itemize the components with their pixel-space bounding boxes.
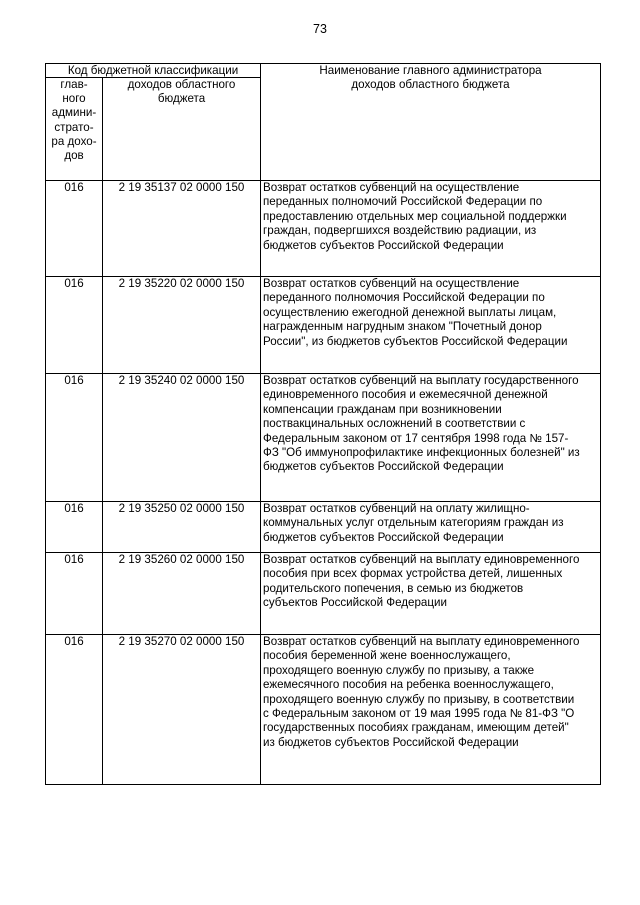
name-line: компенсации гражданам при возникновении — [263, 402, 502, 416]
administrator-name-cell — [261, 635, 601, 785]
header-line: доходов областного — [127, 78, 236, 91]
name-line: пособия при всех формах устройства детей, лишенных — [263, 567, 563, 581]
header-line: дов — [64, 149, 84, 163]
name-line: коммунальных услуг отдельным категориям граждан из — [263, 516, 564, 530]
budget-classification-table — [45, 63, 601, 785]
admin-code-cell: 016 — [46, 181, 103, 277]
table-row — [46, 374, 601, 502]
table-row — [46, 635, 601, 785]
budget-classification-code-header: Код бюджетной классификации — [46, 64, 261, 78]
income-code-cell: 2 19 35260 02 0000 150 — [103, 553, 261, 635]
name-line: предоставлению отдельных мер социальной поддержки — [263, 209, 567, 223]
table-row — [46, 502, 601, 553]
header-line: админи- — [51, 106, 97, 120]
admin-code-cell: 016 — [46, 277, 103, 374]
name-line: бюджетов субъектов Российской Федерации — [263, 530, 504, 544]
admin-code-cell: 016 — [46, 502, 103, 553]
name-line: переданных полномочий Российской Федерации по — [263, 195, 543, 209]
name-line: родительского попечения, в семью из бюджетов — [263, 581, 524, 595]
income-code-cell: 2 19 35250 02 0000 150 — [103, 502, 261, 553]
header-line: ра дохо- — [51, 134, 97, 148]
name-line: Возврат остатков субвенций на выплату единовременного — [263, 553, 580, 566]
table-row — [46, 553, 601, 635]
table-header-row — [46, 64, 601, 78]
name-line: ФЗ "Об иммунопрофилактике инфекционных болезней" из — [263, 446, 580, 460]
name-line: проходящего военную службу по призыву, а также — [263, 663, 535, 677]
administrator-name-cell — [261, 181, 601, 277]
name-line: Возврат остатков субвенций на осуществление — [263, 277, 520, 290]
admin-code-cell: 016 — [46, 635, 103, 785]
name-line: бюджетов субъектов Российской Федерации — [263, 460, 504, 474]
name-line: Возврат остатков субвенций на выплату государственного — [263, 374, 579, 387]
administrator-name-cell — [261, 553, 601, 635]
name-line: ежемесячного пособия на ребенка военнослужащего, — [263, 678, 554, 692]
header-line: бюджета — [157, 92, 206, 106]
table-row — [46, 277, 601, 374]
name-line: Возврат остатков субвенций на выплату единовременного — [263, 635, 580, 648]
name-line: государственных пособиях гражданам, имеющим детей" — [263, 721, 569, 735]
name-line: проходящего военную службу по призыву, в соответствии — [263, 692, 575, 706]
name-line: России", из бюджетов субъектов Российской Федерации — [263, 334, 568, 348]
name-line: переданного полномочия Российской Федерации по — [263, 291, 545, 305]
administrator-name-header — [261, 64, 601, 181]
name-line: субъектов Российской Федерации — [263, 596, 447, 610]
header-line: ного — [62, 92, 86, 106]
name-line: Возврат остатков субвенций на осуществление — [263, 181, 520, 194]
administrator-name-cell — [261, 374, 601, 502]
main-administrator-header — [46, 78, 103, 181]
income-code-cell: 2 19 35220 02 0000 150 — [103, 277, 261, 374]
income-code-cell: 2 19 35137 02 0000 150 — [103, 181, 261, 277]
name-line: награжденным нагрудным знаком "Почетный донор — [263, 320, 542, 334]
administrator-name-cell — [261, 277, 601, 374]
page-number: 73 — [313, 22, 327, 36]
admin-code-cell: 016 — [46, 374, 103, 502]
header-line: Наименование главного администратора — [319, 64, 542, 77]
header-line: страто- — [54, 120, 94, 134]
name-line: поствакцинальных осложнений в соответствии с — [263, 417, 526, 431]
name-line: пособия беременной жене военнослужащего, — [263, 649, 511, 663]
name-line: из бюджетов субъектов Российской Федерации — [263, 735, 519, 749]
name-line: Федеральным законом от 17 сентября 1998 года № 157- — [263, 431, 569, 445]
name-line: единовременного пособия и ежемесячной денежной — [263, 388, 548, 402]
table-row — [46, 181, 601, 277]
regional-income-header — [103, 78, 261, 181]
name-line: граждан, подвергшихся воздействию радиации, из — [263, 224, 537, 238]
administrator-name-cell — [261, 502, 601, 553]
admin-code-cell: 016 — [46, 553, 103, 635]
income-code-cell: 2 19 35240 02 0000 150 — [103, 374, 261, 502]
name-line: осуществлению ежегодной денежной выплаты лицам, — [263, 305, 557, 319]
header-line: доходов областного бюджета — [351, 78, 510, 92]
header-line: глав- — [60, 78, 88, 91]
income-code-cell: 2 19 35270 02 0000 150 — [103, 635, 261, 785]
name-line: бюджетов субъектов Российской Федерации — [263, 238, 504, 252]
name-line: с Федеральным законом от 19 мая 1995 года № 81-ФЗ "О — [263, 707, 575, 721]
name-line: Возврат остатков субвенций на оплату жилищно- — [263, 502, 530, 515]
